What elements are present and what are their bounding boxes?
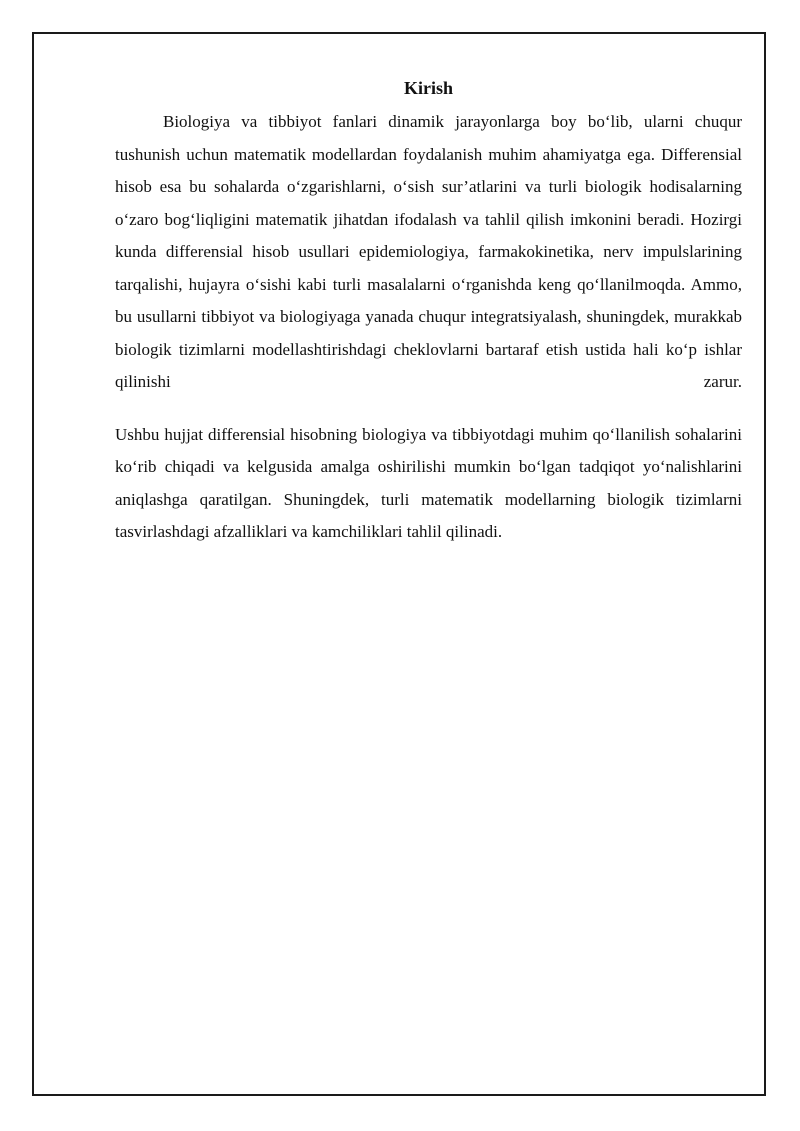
paragraph-purpose: Ushbu hujjat differensial hisobning biologiya va tibbiyotdagi muhim qo‘llanilish sohalarini ko‘rib chiqadi va kelgusida amalga oshirilishi mumkin bo‘lgan tadqiqot yo‘nalishlarini aniqlashga qaratilgan. Shuningdek, turli matematik modellarning biologik tizimlarni tasvirlashdagi afzalliklari va kamchiliklari tahlil qilinadi. (115, 424, 742, 541)
paragraph-introduction: Biologiya va tibbiyot fanlari dinamik jarayonlarga boy bo‘lib, ularni chuqur tushunish uchun matematik modellardan foydalanish muhim ahamiyatga ega. Differensial hisob esa bu sohalarda o‘zgarishlarni, o‘sish sur’atlarini va turli biologik hodisalarning o‘zaro bog‘liqligini matematik jihatdan ifodalash va tahlil qilish imkonini beradi. Hozirgi kunda differensial hisob usullari epidemiologiya, farmakokinetika, nerv impulslarining tarqalishi, hujayra o‘sishi kabi turli masalalarni o‘rganishda keng qo‘llanilmoqda. Ammo, bu usullarni tibbiyot va biologiyaga yanada chuqur integratsiyalash, shuningdek, murakkab biologik tizimlarni modellashtirishdagi cheklovlarni bartaraf etish ustida hali ko‘p ishlar qilinishi zarur. (115, 112, 742, 391)
document-body (115, 76, 742, 549)
document-title: Kirish (403, 78, 453, 98)
